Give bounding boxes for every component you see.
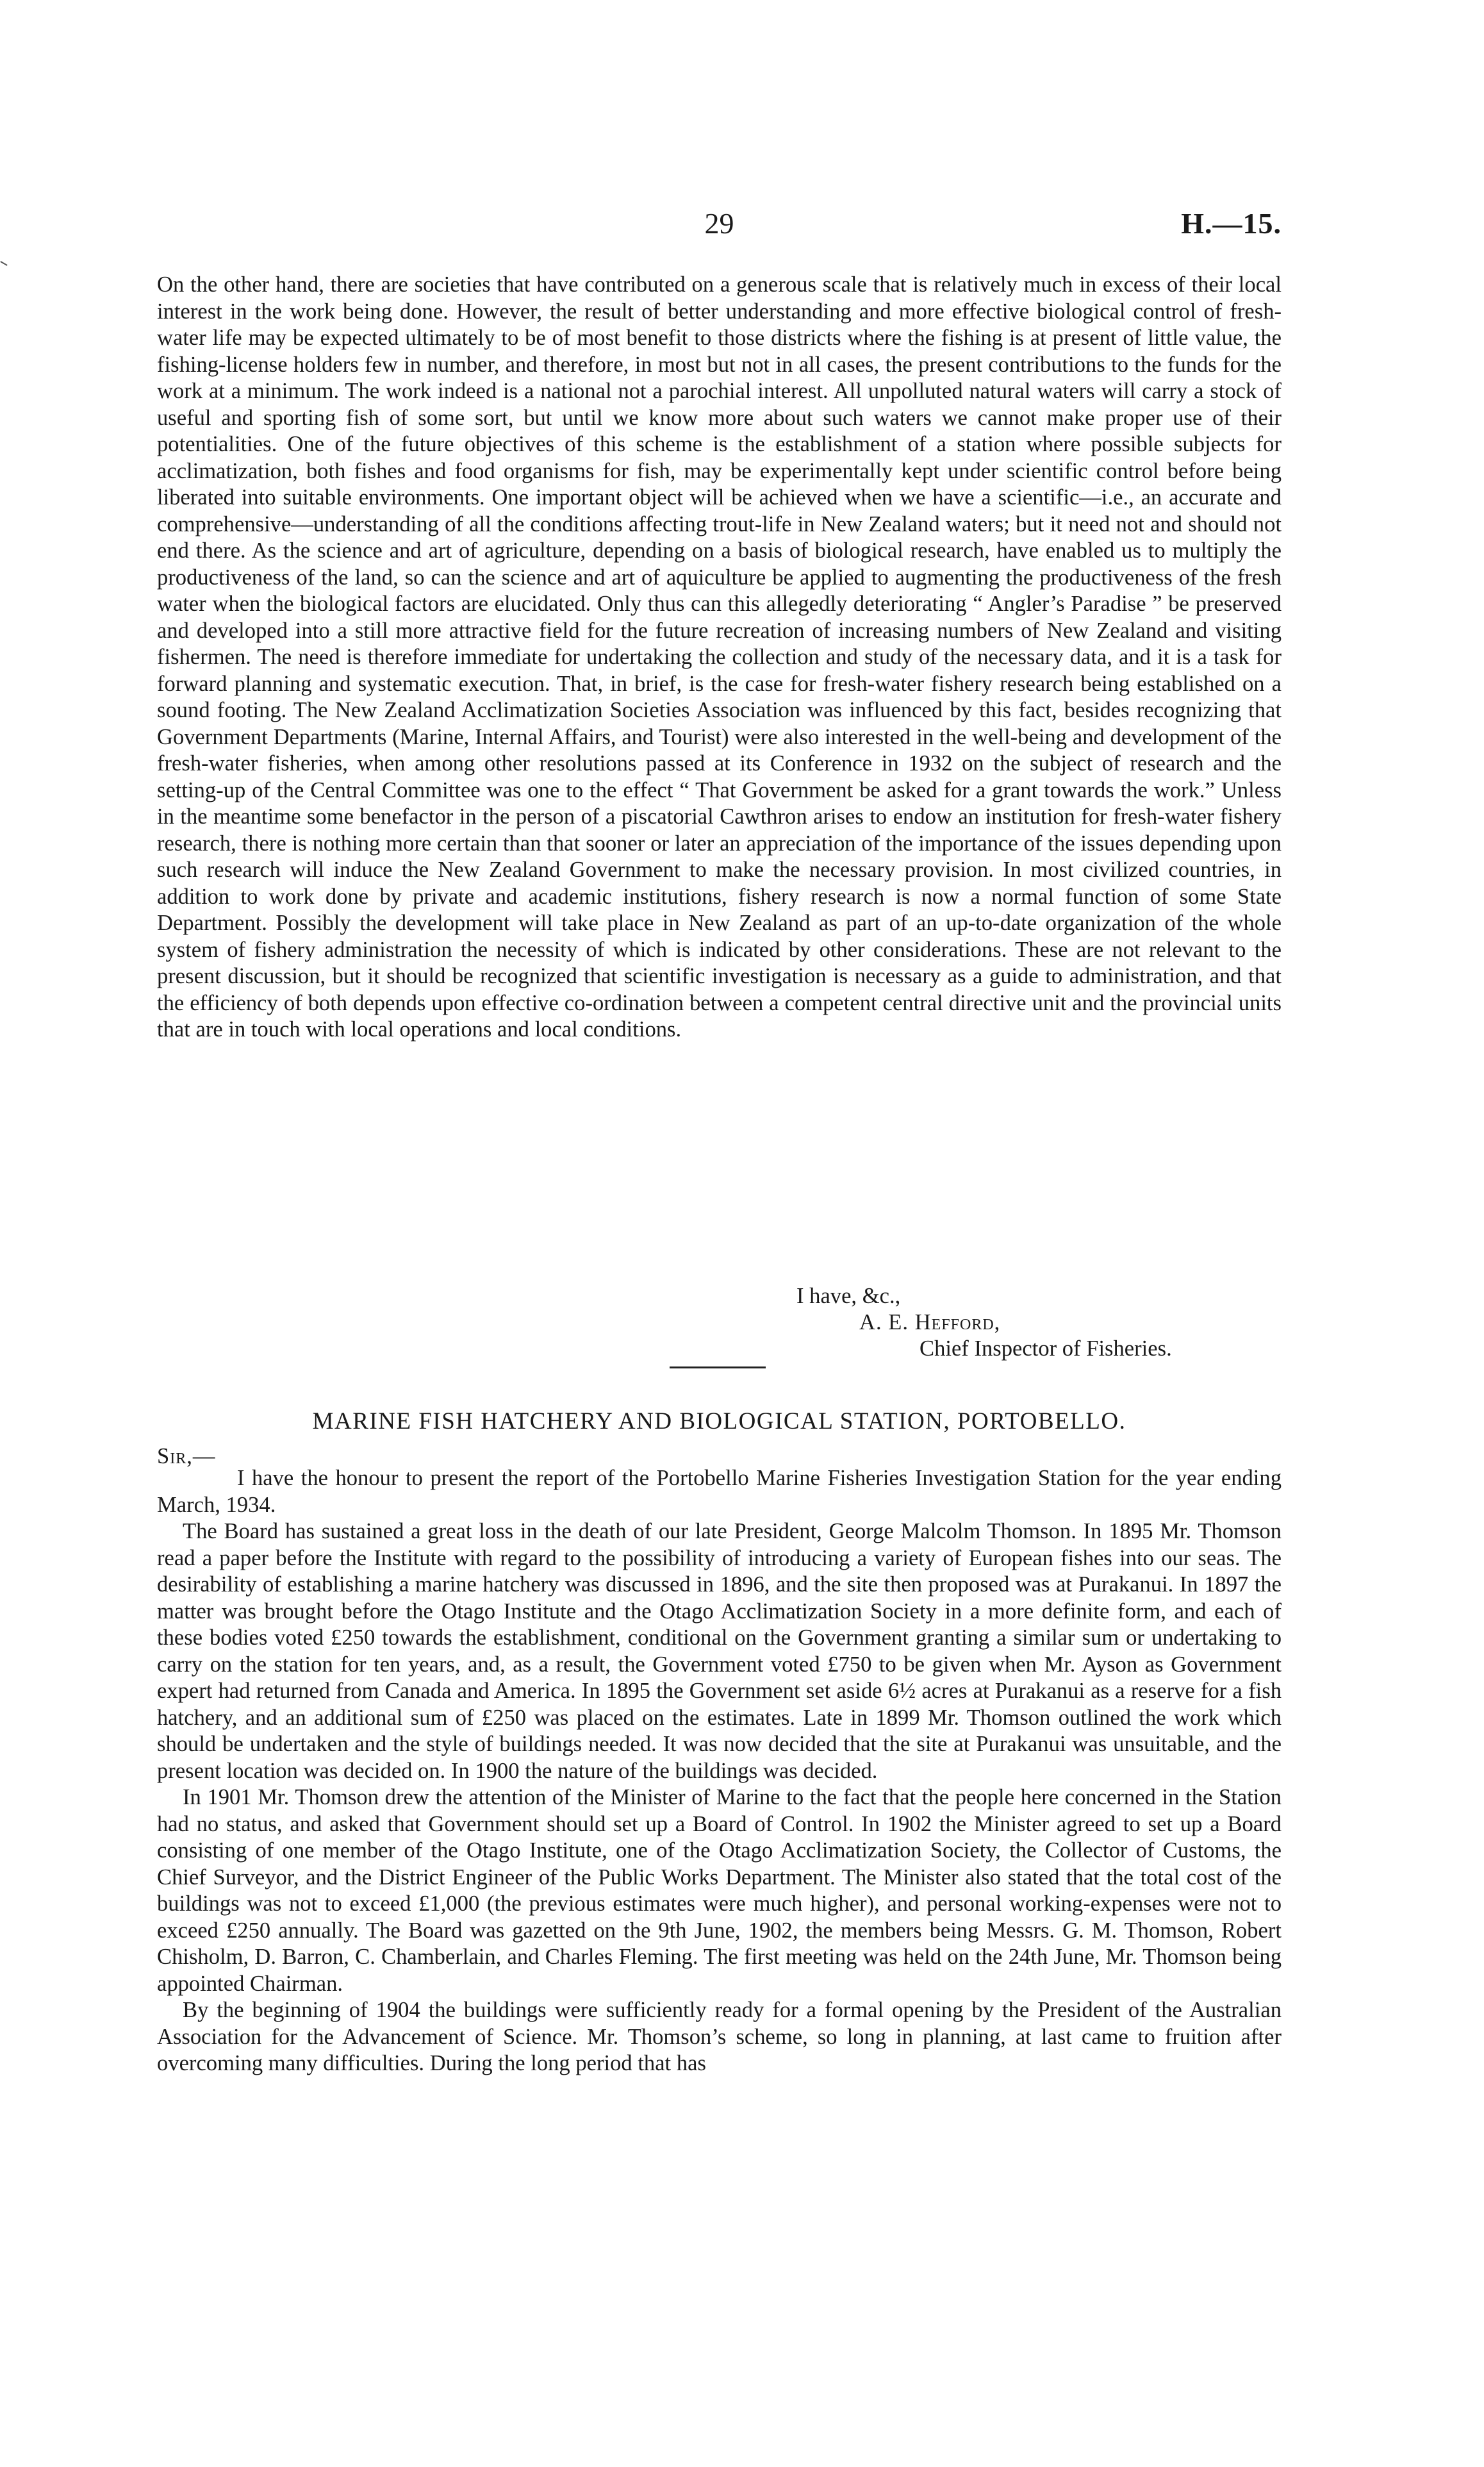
paragraph: The Board has sustained a great loss in the death of our late President, George Malcolm Thomson. In 1895 Mr. Thomson read a paper before the Institute with regard to the possibility of introducing a variety of European fishes into our seas. The desirability of establishing a marine hatchery was discussed in 1896, and the site then proposed was at Purakanui. In 1897 the matter was brought before the Otago Institute and the Otago Acclimatization Society in a more definite form, and each of these bodies voted £250 towards the establishment, conditional on the Government granting a similar sum or undertaking to carry on the station for ten years, and, as a result, the Government voted £750 to be given when Mr. Ayson as Government expert had returned from Canada and America. In 1895 the Government set aside 6½ acres at Purakanui as a reserve for a fish hatchery, and an additional sum of £250 was placed on the estimates. Late in 1899 Mr. Thomson outlined the work which should be undertaken and the style of buildings needed. It was now decided that the site at Purakanui was unsuitable, and the present location was decided on. In 1900 the nature of the buildings was decided. [157,1519,1282,1783]
signoff-name: A. E. Hefford, [859,1310,1001,1334]
paragraph: By the beginning of 1904 the buildings were sufficiently ready for a formal opening by the President of the Australian Association for the Advancement of Science. Mr. Thomson’s scheme, so long in planning, at last came to fruition after overcoming many difficulties. During the long period that has [157,1998,1282,2075]
section-freshwater-research [157,272,1282,1043]
paragraph: On the other hand, there are societies that have contributed on a generous scale that is relatively much in excess of their local interest in the work being done. However, the result of better understanding and more effective biological control of fresh-water life may be expected ultimately to be of most benefit to those districts where the fishing is at present of little value, the fishing-license holders few in number, and therefore, in most but not in all cases, the present contributions to the funds for the work at a minimum. The work indeed is a national not a parochial interest. All unpolluted natural waters will carry a stock of useful and sporting fish of some sort, but until we know more about such waters we cannot make proper use of their potentialities. One of the future objectives of this scheme is the establishment of a station where possible subjects for acclimatization, both fishes and food organisms for fish, may be experimentally kept under scientific control before being liberated into suitable environments. One important object will be achieved when we have a scientific—i.e., an accurate and comprehensive—understanding of all the conditions affecting trout-life in New Zealand waters; but it need not and should not end there. As the science and art of agriculture, depending on a basis of biological research, have enabled us to multiply the productiveness of the land, so can the science and art of aquiculture be applied to augmenting the productiveness of the fresh water when the biological factors are elucidated. Only thus can this allegedly deteriorating “ Angler’s Paradise ” be preserved and developed into a still more attractive field for the future recreation of increasing numbers of New Zealand and visiting fishermen. The need is therefore immediate for undertaking the collection and study of the necessary data, and it is a task for forward planning and systematic execution. That, in brief, is the case for fresh-water fishery research being established on a sound footing. The New Zealand Acclimatization Societies Association was influenced by this fact, besides recognizing that Government Departments (Marine, Internal Affairs, and Tourist) were also interested in the well-being and development of the fresh-water fisheries, when among other resolutions passed at its Conference in 1932 on the subject of research and the setting-up of the Central Committee was one to the effect “ That Government be asked for a grant towards the work.” Unless in the meantime some benefactor in the person of a piscatorial Cawthron arises to endow an institution for fresh-water fishery research, there is nothing more certain than that sooner or later an appreciation of the importance of the issues depending upon such research will induce the New Zealand Government to make the necessary provision. In most civilized countries, in addition to work done by private and academic institutions, fishery research is now a normal function of some State Department. Possibly the development will take place in New Zealand as part of an up-to-date organization of the whole system of fishery administration the necessity of which is indicated by other considerations. These are not relevant to the present discussion, but it should be recognized that scientific investigation is necessary as a guide to administration, and that the efficiency of both depends upon effective co-ordination between a competent central directive unit and the provincial units that are in touch with local operations and local conditions. [157,272,1282,1042]
page-header [157,206,1282,245]
document-reference: H.—15. [1181,207,1282,240]
paragraph: In 1901 Mr. Thomson drew the attention of the Minister of Marine to the fact that the people here concerned in the Station had no status, and asked that Government should set up a Board of Control. In 1902 the Minister agreed to set up a Board consisting of one member of the Otago Institute, one of the Otago Acclimatization Society, the Collector of Customs, the Chief Surveyor, and the District Engineer of the Public Works Department. The Minister also stated that the total cost of the buildings was not to exceed £1,000 (the previous estimates were much higher), and personal working-expenses were not to exceed £250 annually. The Board was gazetted on the 9th June, 1902, the members being Messrs. G. M. Thomson, Robert Chisholm, D. Barron, C. Chamberlain, and Charles Fleming. The first meeting was held on the 24th June, Mr. Thomson being appointed Chairman. [157,1785,1282,1996]
signoff-title: Chief Inspector of Fisheries. [919,1336,1172,1361]
paragraph: I have the honour to present the report of the Portobello Marine Fisheries Investigation Station for the year ending March, 1934. [157,1466,1282,1517]
section-portobello-report [157,1465,1282,2077]
signoff-closing: I have, &c., [796,1284,901,1308]
section-divider [670,1366,766,1368]
salutation: Sir,— [157,1444,216,1468]
page-number: 29 [704,207,734,240]
scan-artifact [0,261,7,266]
section-heading: MARINE FISH HATCHERY AND BIOLOGICAL STATION, PORTOBELLO. [312,1408,1126,1434]
